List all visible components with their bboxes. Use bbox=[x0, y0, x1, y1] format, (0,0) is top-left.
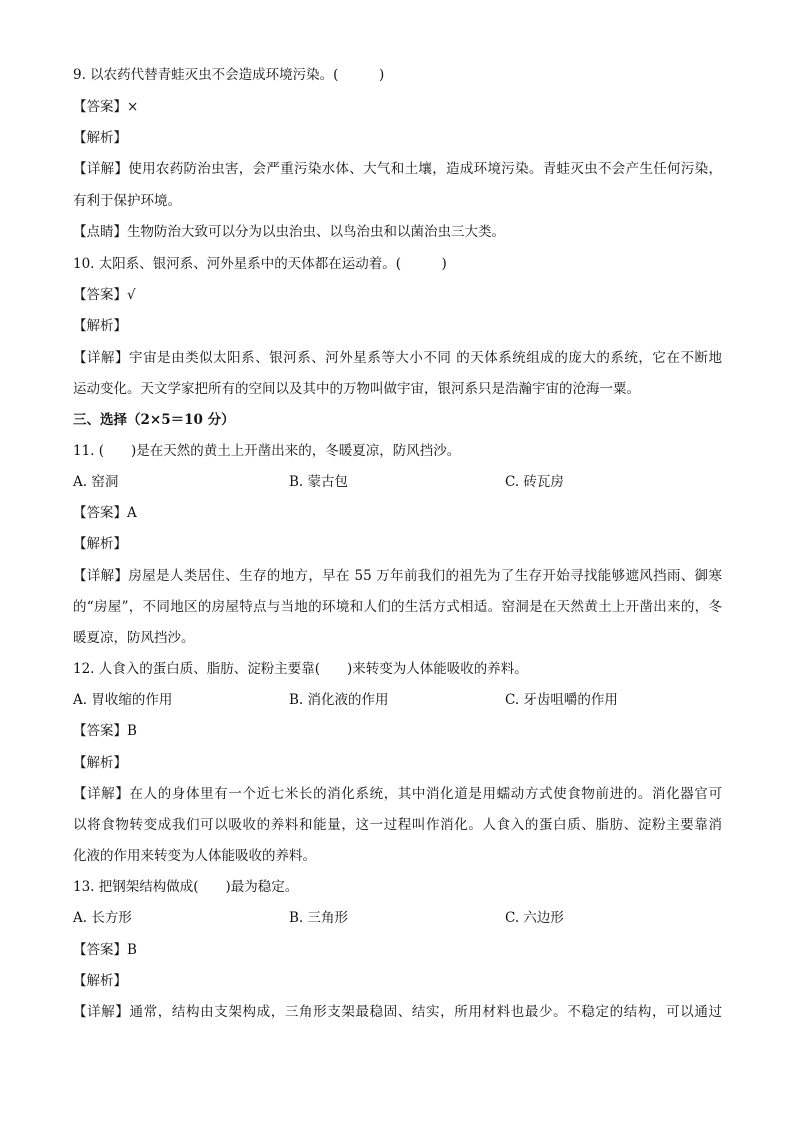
answer-13: 【答案】B bbox=[73, 942, 137, 958]
option-11-c: C. 砖瓦房 bbox=[505, 474, 564, 490]
option-11-b: B. 蒙古包 bbox=[289, 474, 349, 490]
option-12-a: A. 胃收缩的作用 bbox=[73, 692, 173, 708]
answer-12: 【答案】B bbox=[73, 723, 137, 739]
answer-10: 【答案】√ bbox=[73, 287, 136, 303]
analysis-label-10: 【解析】 bbox=[73, 318, 127, 334]
question-9: 9. 以农药代替青蛙灭虫不会造成环境污染。( ) bbox=[73, 67, 385, 83]
analysis-label-12: 【解析】 bbox=[73, 755, 127, 771]
detail-12-line-1: 【详解】在人的身体里有一个近七米长的消化系统，其中消化道是用蠕动方式使食物前进的。消化器官可 bbox=[73, 786, 722, 802]
section-heading: 三、选择（2×5＝10 分） bbox=[73, 412, 235, 428]
detail-11-line-1: 【详解】房屋是人类居住、生存的地方，早在 55 万年前我们的祖先为了生存开始寻找能够遮风挡雨、御寒 bbox=[73, 568, 722, 584]
question-10: 10. 太阳系、银河系、河外星系中的天体都在运动着。( ) bbox=[73, 256, 447, 272]
question-11: 11. ( )是在天然的黄土上开凿出来的，冬暖夏凉，防风挡沙。 bbox=[73, 443, 461, 459]
question-12: 12. 人食入的蛋白质、脂肪、淀粉主要靠( )来转变为人体能吸收的养料。 bbox=[73, 661, 528, 677]
detail-13-line-1: 【详解】通常，结构由支架构成，三角形支架最稳固、结实，所用材料也最少。不稳定的结构，可以通过 bbox=[73, 1004, 722, 1020]
option-12-b: B. 消化液的作用 bbox=[289, 692, 389, 708]
question-13: 13. 把钢架结构做成( )最为稳定。 bbox=[73, 879, 299, 895]
option-13-a: A. 长方形 bbox=[73, 910, 132, 926]
answer-9: 【答案】× bbox=[73, 99, 139, 115]
answer-11: 【答案】A bbox=[73, 505, 137, 521]
option-13-c: C. 六边形 bbox=[505, 910, 564, 926]
detail-9-line-1: 【详解】使用农药防治虫害，会严重污染水体、大气和土壤，造成环境污染。青蛙灭虫不会产生任何污染， bbox=[73, 161, 722, 177]
analysis-label-11: 【解析】 bbox=[73, 536, 127, 552]
detail-10-line-1: 【详解】宇宙是由类似太阳系、银河系、河外星系等大小不同 的天体系统组成的庞大的系统，它在不断地 bbox=[73, 350, 722, 366]
option-11-a: A. 窑洞 bbox=[73, 474, 119, 490]
analysis-label-13: 【解析】 bbox=[73, 973, 127, 989]
note-9: 【点睛】生物防治大致可以分为以虫治虫、以鸟治虫和以菌治虫三大类。 bbox=[73, 224, 505, 240]
detail-11-line-2: 的“房屋”，不同地区的房屋特点与当地的环境和人们的生活方式相适。窑洞是在天然黄土上开凿出来的，冬 bbox=[73, 599, 722, 615]
detail-12-line-2: 以将食物转变成我们可以吸收的养料和能量，这一过程叫作消化。人食入的蛋白质、脂肪、淀粉主要靠消 bbox=[73, 817, 722, 833]
detail-10-line-2: 运动变化。天文学家把所有的空间以及其中的万物叫做宇宙，银河系只是浩瀚宇宙的沧海一粟。 bbox=[73, 381, 640, 397]
detail-11-line-3: 暖夏凉，防风挡沙。 bbox=[73, 630, 195, 646]
detail-9-line-2: 有利于保护环境。 bbox=[73, 193, 181, 209]
option-12-c: C. 牙齿咀嚼的作用 bbox=[505, 692, 618, 708]
option-13-b: B. 三角形 bbox=[289, 910, 349, 926]
detail-12-line-3: 化液的作用来转变为人体能吸收的养料。 bbox=[73, 848, 316, 864]
analysis-label-9: 【解析】 bbox=[73, 130, 127, 146]
